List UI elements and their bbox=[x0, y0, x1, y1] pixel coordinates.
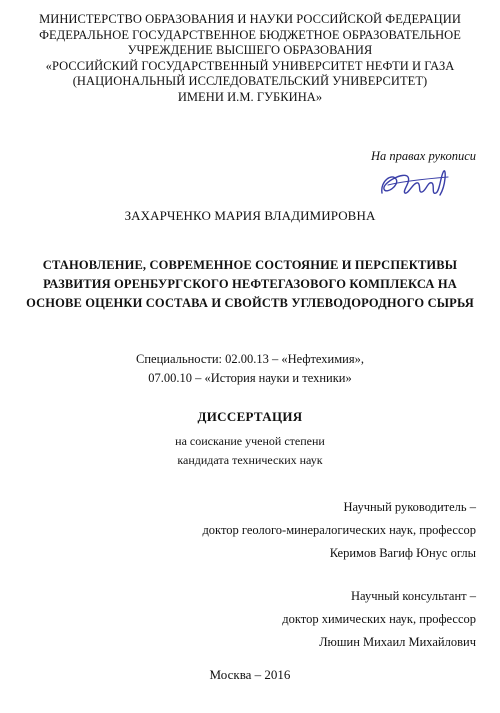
header-line: ИМЕНИ И.М. ГУБКИНА» bbox=[177, 89, 323, 104]
advisor-name: Керимов Вагиф Юнус оглы bbox=[329, 546, 476, 560]
institution-header bbox=[0, 12, 500, 106]
city-year: Москва – 2016 bbox=[209, 667, 291, 682]
header-line: УЧРЕЖДЕНИЕ ВЫСШЕГО ОБРАЗОВАНИЯ bbox=[127, 43, 373, 58]
advisor-degree: доктор геолого-минералогических наук, профессор bbox=[202, 523, 476, 537]
consultant-degree: доктор химических наук, профессор bbox=[282, 612, 476, 626]
advisor-role: Научный руководитель – bbox=[343, 500, 476, 514]
title-line: СТАНОВЛЕНИЕ, СОВРЕМЕННОЕ СОСТОЯНИЕ И ПЕРСПЕКТИВЫ bbox=[42, 258, 458, 272]
specialty-line: Специальности: 02.00.13 – «Нефтехимия», bbox=[136, 352, 364, 366]
scientific-consultant bbox=[282, 585, 476, 654]
degree-line: кандидата технических наук bbox=[177, 453, 323, 467]
scientific-advisor bbox=[202, 496, 476, 565]
specialty-line: 07.00.10 – «История науки и техники» bbox=[148, 371, 352, 385]
title-line: ОСНОВЕ ОЦЕНКИ СОСТАВА И СВОЙСТВ УГЛЕВОДОРОДНОГО СЫРЬЯ bbox=[26, 296, 474, 310]
manuscript-stamp: На правах рукописи bbox=[371, 149, 476, 163]
header-line: МИНИСТЕРСТВО ОБРАЗОВАНИЯ И НАУКИ РОССИЙСКОЙ ФЕДЕРАЦИИ bbox=[39, 12, 461, 26]
degree-line: на соискание ученой степени bbox=[175, 434, 325, 448]
title-line: РАЗВИТИЯ ОРЕНБУРГСКОГО НЕФТЕГАЗОВОГО КОМПЛЕКСА НА bbox=[43, 277, 457, 291]
degree-sought bbox=[0, 432, 500, 470]
consultant-name: Люшин Михаил Михайлович bbox=[319, 635, 476, 649]
author-name: ЗАХАРЧЕНКО МАРИЯ ВЛАДИМИРОВНА bbox=[124, 208, 376, 223]
consultant-role: Научный консультант – bbox=[351, 589, 476, 603]
specialties bbox=[0, 350, 500, 388]
dissertation-title bbox=[0, 256, 500, 313]
header-line: (НАЦИОНАЛЬНЫЙ ИССЛЕДОВАТЕЛЬСКИЙ УНИВЕРСИТЕТ) bbox=[72, 74, 428, 89]
handwritten-signature bbox=[374, 163, 454, 203]
header-line: «РОССИЙСКИЙ ГОСУДАРСТВЕННЫЙ УНИВЕРСИТЕТ НЕФТИ И ГАЗА bbox=[45, 58, 455, 73]
document-type: ДИССЕРТАЦИЯ bbox=[197, 409, 303, 424]
header-line: ФЕДЕРАЛЬНОЕ ГОСУДАРСТВЕННОЕ БЮДЖЕТНОЕ ОБРАЗОВАТЕЛЬНОЕ bbox=[39, 27, 461, 42]
